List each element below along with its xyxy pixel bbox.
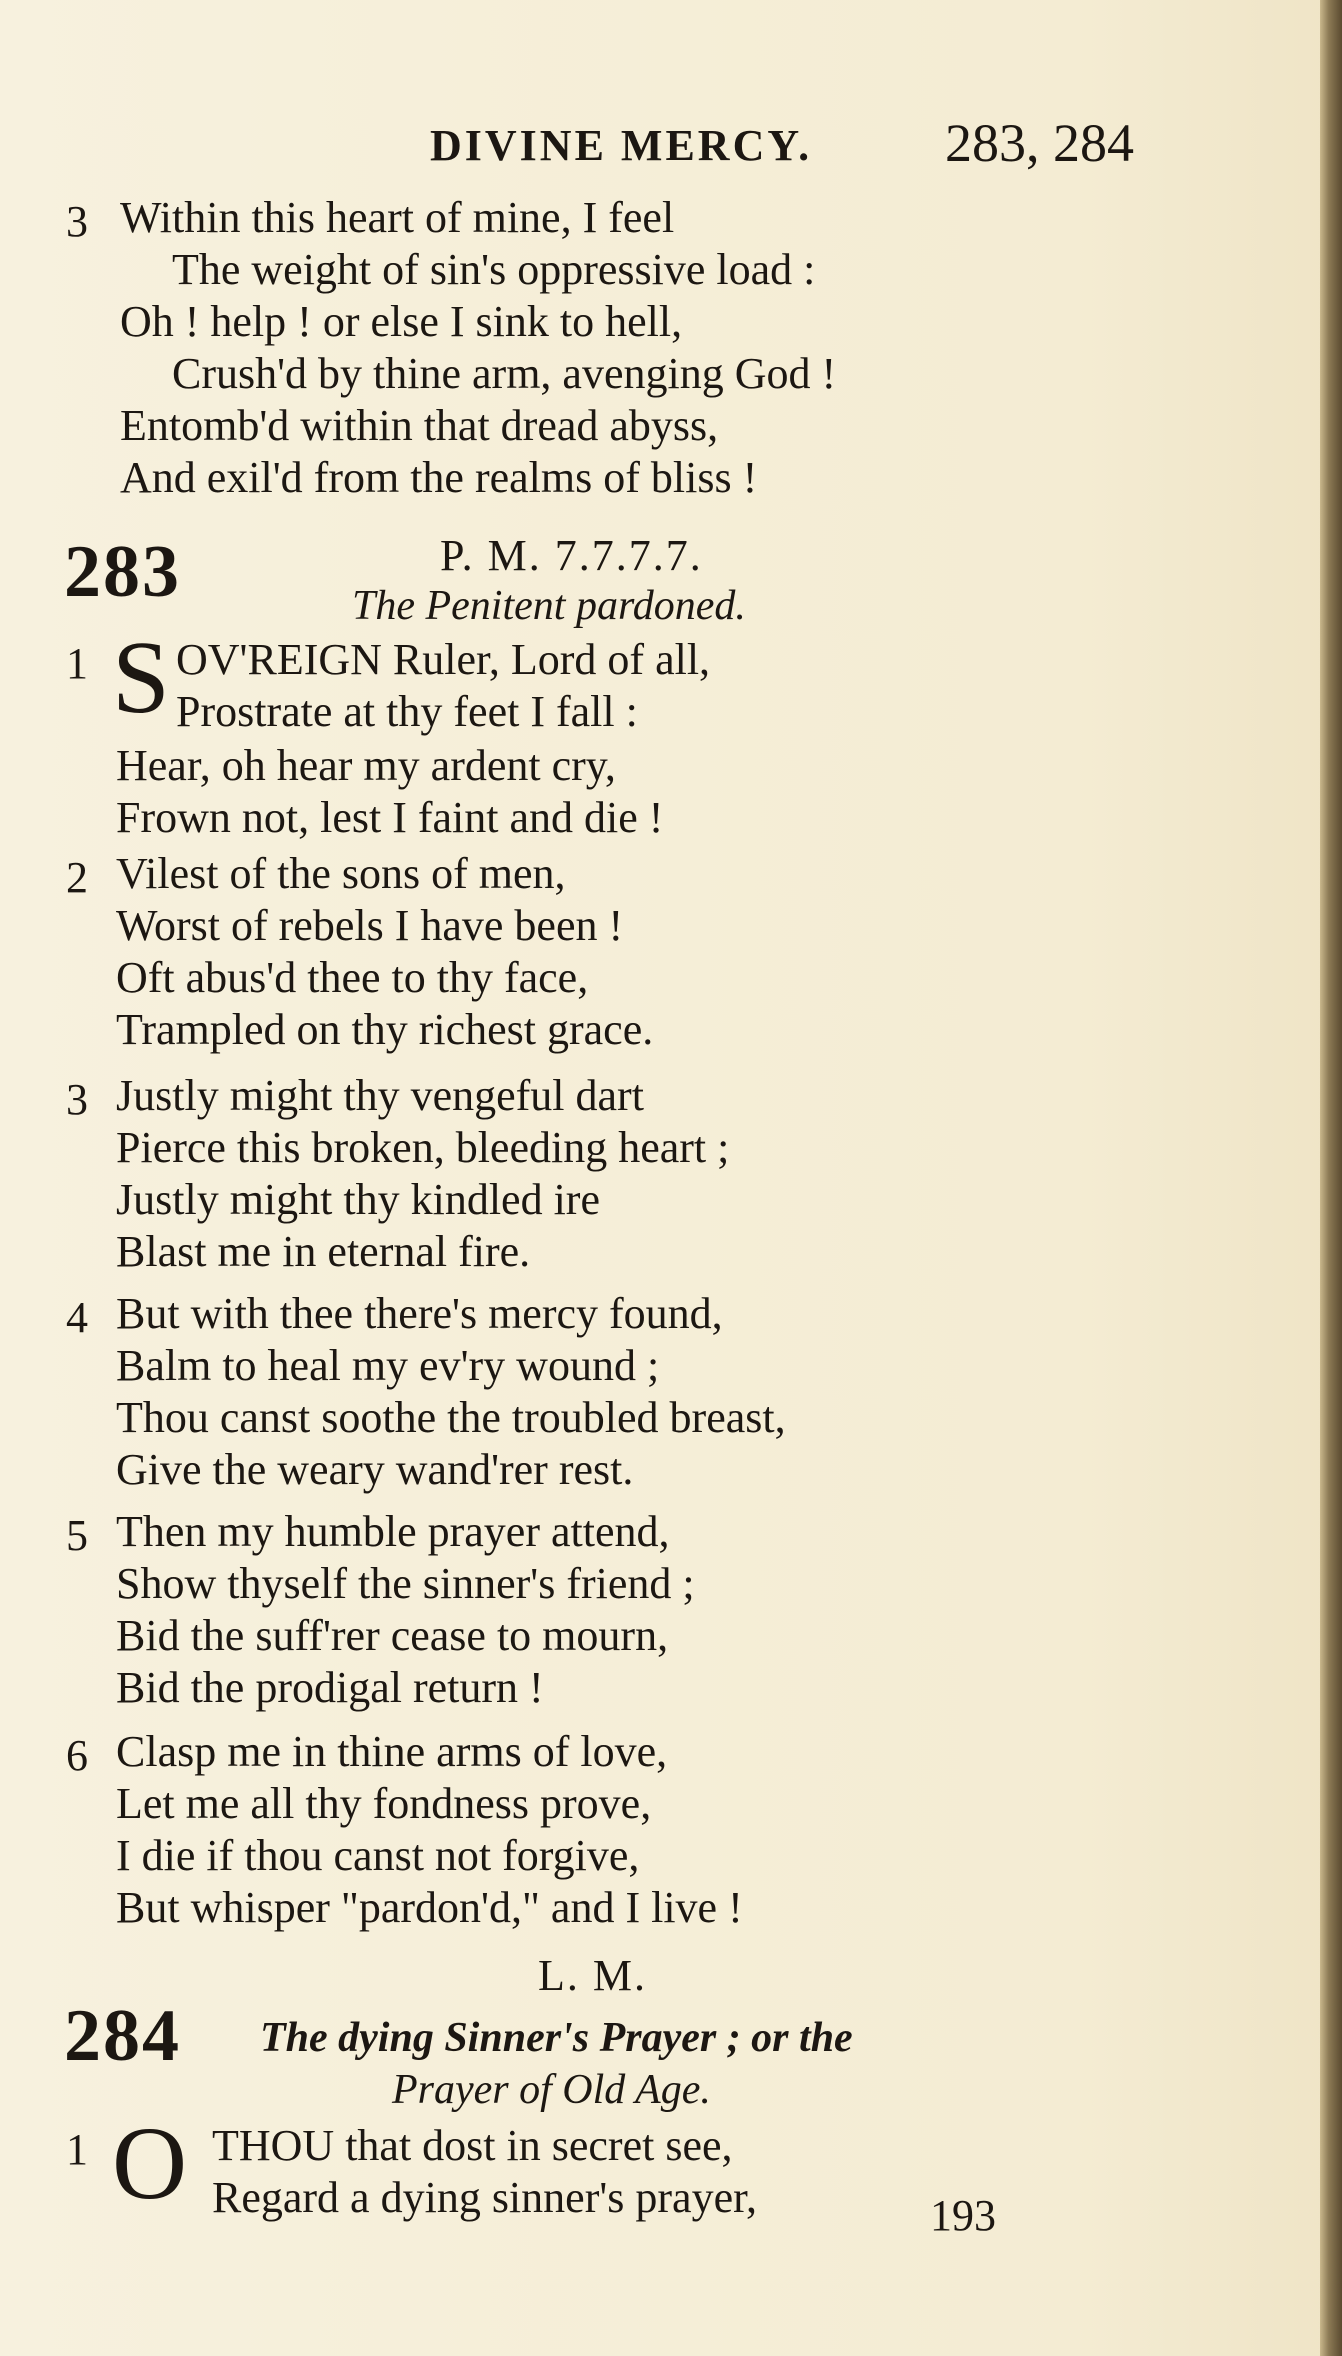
verse-line: And exil'd from the realms of bliss !: [120, 453, 758, 502]
verse-line: Blast me in eternal fire.: [116, 1227, 531, 1276]
page-number: 193: [930, 2191, 996, 2240]
verse-line: Crush'd by thine arm, avenging God !: [172, 349, 837, 398]
stanza-number: 4: [66, 1293, 88, 1342]
verse-line: Entomb'd within that dread abyss,: [120, 401, 719, 450]
verse-line: Frown not, lest I faint and die !: [116, 793, 664, 842]
verse-line: Balm to heal my ev'ry wound ;: [116, 1341, 660, 1390]
verse-line: Vilest of the sons of men,: [116, 849, 566, 898]
verse-line: Oh ! help ! or else I sink to hell,: [120, 297, 683, 346]
hymn-number: 283: [64, 531, 181, 613]
verse-line: Thou canst soothe the troubled breast,: [116, 1393, 786, 1442]
verse-line: Justly might thy kindled ire: [116, 1175, 600, 1224]
drop-cap: S: [112, 620, 170, 735]
verse-line: Give the weary wand'rer rest.: [116, 1445, 634, 1494]
verse-line: OV'REIGN Ruler, Lord of all,: [176, 635, 711, 684]
verse-line: Trampled on thy richest grace.: [116, 1005, 654, 1054]
stanza-number: 1: [66, 2125, 88, 2174]
verse-line: Let me all thy fondness prove,: [116, 1779, 652, 1828]
verse-line: Show thyself the sinner's friend ;: [116, 1559, 695, 1608]
verse-line: Bid the prodigal return !: [116, 1663, 544, 1712]
stanza-number: 5: [66, 1511, 88, 1560]
verse-line: But whisper "pardon'd," and I live !: [116, 1883, 743, 1932]
hymn-meter: L. M.: [538, 1951, 647, 2000]
verse-line: But with thee there's mercy found,: [116, 1289, 723, 1338]
hymn-subtitle: The dying Sinner's Prayer ; or the: [260, 2015, 853, 2061]
verse-line: Bid the suff'rer cease to mourn,: [116, 1611, 669, 1660]
hymn-meter: P. M. 7.7.7.7.: [440, 531, 703, 580]
verse-line: THOU that dost in secret see,: [212, 2121, 733, 2170]
verse-line: Regard a dying sinner's prayer,: [212, 2173, 757, 2222]
hymn-range: 283, 284: [945, 113, 1134, 173]
hymn-subtitle: The Penitent pardoned.: [352, 583, 746, 629]
verse-line: Then my humble prayer attend,: [116, 1507, 670, 1556]
verse-line: Within this heart of mine, I feel: [120, 193, 675, 242]
stanza-number: 2: [66, 853, 88, 902]
verse-line: Worst of rebels I have been !: [116, 901, 624, 950]
verse-line: Justly might thy vengeful dart: [116, 1071, 644, 1120]
drop-cap: O: [112, 2106, 188, 2221]
running-title: DIVINE MERCY.: [430, 121, 813, 170]
running-header: [0, 112, 1342, 172]
page-edge: [1320, 0, 1342, 2356]
stanza-number: 3: [66, 1075, 88, 1124]
hymn-number: 284: [64, 1995, 181, 2077]
verse-line: Pierce this broken, bleeding heart ;: [116, 1123, 730, 1172]
verse-line: I die if thou canst not forgive,: [116, 1831, 640, 1880]
stanza-number: 6: [66, 1731, 88, 1780]
verse-line: Oft abus'd thee to thy face,: [116, 953, 589, 1002]
verse-line: The weight of sin's oppressive load :: [172, 245, 816, 294]
verse-line: Clasp me in thine arms of love,: [116, 1727, 668, 1776]
stanza-number: 1: [66, 639, 88, 688]
stanza-number: 3: [66, 197, 88, 246]
verse-line: Prostrate at thy feet I fall :: [176, 687, 638, 736]
verse-line: Hear, oh hear my ardent cry,: [116, 741, 616, 790]
hymn-subtitle: Prayer of Old Age.: [392, 2067, 711, 2113]
